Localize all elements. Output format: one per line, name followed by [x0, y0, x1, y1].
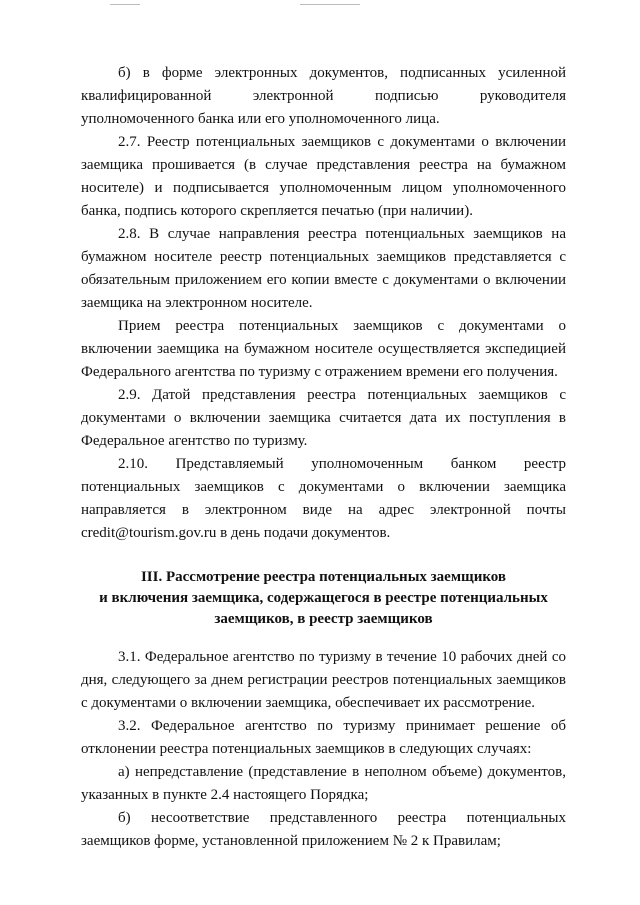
text-line: с документами о включении заемщика, обеспечивает их рассмотрение. — [81, 695, 535, 711]
text-line: банка, подпись которого скрепляется печатью (при наличии). — [81, 203, 473, 219]
text-line: заемщика на электронном носителе. — [81, 295, 313, 311]
text-line: 3.2. Федеральное агентство по туризму принимает решение об — [118, 718, 566, 734]
text-line: Федеральное агентство по туризму. — [81, 433, 308, 449]
text-line: 3.1. Федеральное агентство по туризму в течение 10 рабочих дней со — [118, 649, 566, 665]
text-line: 2.9. Датой представления реестра потенциальных заемщиков с — [118, 387, 566, 403]
scan-artifact — [300, 4, 360, 5]
paragraph-p-2-8 — [81, 223, 566, 315]
text-line: квалифицированной электронной подписью руководителя — [81, 88, 566, 104]
paragraph-p-b — [81, 62, 566, 131]
text-line: 2.7. Реестр потенциальных заемщиков с документами о включении — [118, 134, 566, 150]
text-line: носителе) и подписывается уполномоченным лицом уполномоченного — [81, 180, 566, 196]
text-line: включении заемщика на бумажном носителе осуществляется экспедицией — [81, 341, 566, 357]
text-line: дня, следующего за днем регистрации реестров потенциальных заемщиков — [81, 672, 566, 688]
paragraph-p-priem — [81, 315, 566, 384]
paragraph-p-2-9 — [81, 384, 566, 453]
text-line: отклонении реестра потенциальных заемщиков в следующих случаях: — [81, 741, 532, 757]
section-heading — [81, 567, 566, 630]
text-line: credit@tourism.gov.ru в день подачи документов. — [81, 525, 391, 541]
section-heading-line: и включения заемщика, содержащегося в реестре потенциальных — [99, 590, 548, 606]
text-line: бумажном носителе реестр потенциальных заемщиков представляется с — [81, 249, 566, 265]
text-line: Прием реестра потенциальных заемщиков с документами о — [118, 318, 566, 334]
section-heading-line: III. Рассмотрение реестра потенциальных заемщиков — [140, 569, 507, 585]
text-line: документами о включении заемщика считается дата их поступления в — [81, 410, 566, 426]
paragraph-p-b2 — [81, 807, 566, 853]
text-line: а) непредставление (представление в неполном объеме) документов, — [118, 764, 566, 780]
text-line: б) в форме электронных документов, подписанных усиленной — [118, 65, 566, 81]
body-text-after-heading — [81, 646, 566, 853]
paragraph-p-3-1 — [81, 646, 566, 715]
paragraph-p-2-10 — [81, 453, 566, 545]
text-line: указанных в пункте 2.4 настоящего Порядка; — [81, 787, 369, 803]
paragraph-p-a — [81, 761, 566, 807]
text-line: б) несоответствие представленного реестра потенциальных — [118, 810, 566, 826]
text-line: заемщика прошивается (в случае представления реестра на бумажном — [81, 157, 566, 173]
body-text-before-heading — [81, 62, 566, 545]
paragraph-p-3-2 — [81, 715, 566, 761]
text-line: Федерального агентства по туризму с отражением времени его получения. — [81, 364, 558, 380]
text-line: 2.10. Представляемый уполномоченным банком реестр — [118, 456, 566, 472]
section-heading-line: заемщиков, в реестр заемщиков — [214, 611, 433, 627]
text-line: потенциальных заемщиков с документами о включении заемщика — [81, 479, 566, 495]
text-line: обязательным приложением его копии вместе с документами о включении — [81, 272, 566, 288]
text-line: направляется в электронном виде на адрес электронной почты — [81, 502, 566, 518]
scan-artifact — [110, 4, 140, 5]
text-line: уполномоченного банка или его уполномоченного лица. — [81, 111, 440, 127]
text-line: 2.8. В случае направления реестра потенциальных заемщиков на — [118, 226, 566, 242]
paragraph-p-2-7 — [81, 131, 566, 223]
text-line: заемщиков форме, установленной приложением № 2 к Правилам; — [81, 833, 501, 849]
